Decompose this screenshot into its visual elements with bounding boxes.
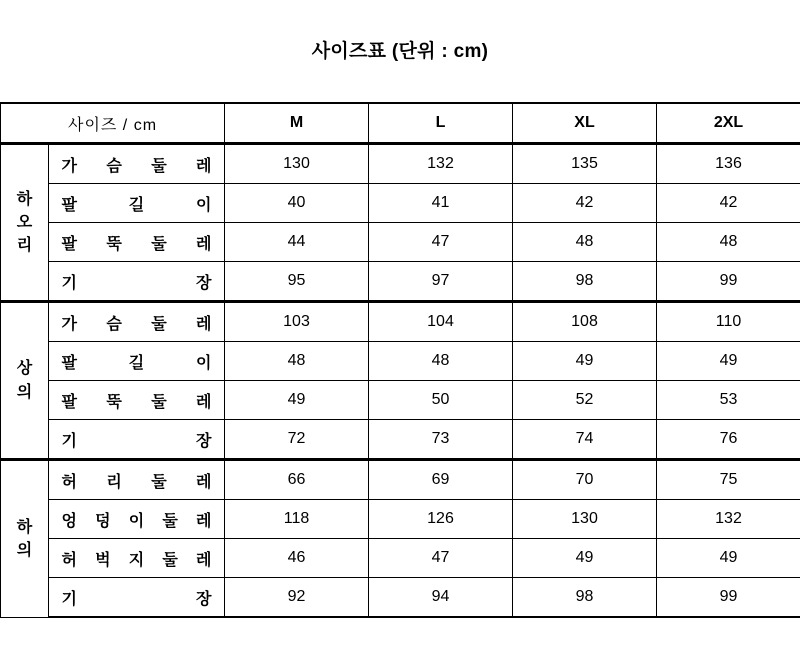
row-label-text: 팔 길 이 xyxy=(61,354,212,372)
cell-value: 103 xyxy=(225,302,369,342)
row-label-text: 가 슴 둘 레 xyxy=(61,315,212,333)
cell-value: 99 xyxy=(657,578,800,618)
header-col-m: M xyxy=(225,103,369,144)
table-row xyxy=(1,460,800,500)
cell-value: 69 xyxy=(369,460,513,500)
cell-value: 95 xyxy=(225,262,369,302)
header-col-2xl: 2XL xyxy=(657,103,800,144)
cell-value: 48 xyxy=(225,342,369,381)
cell-value: 73 xyxy=(369,420,513,460)
cell-value: 48 xyxy=(657,223,800,262)
cell-value: 76 xyxy=(657,420,800,460)
row-label xyxy=(49,262,225,302)
group-label-char: 의 xyxy=(16,383,33,401)
row-label xyxy=(49,500,225,539)
cell-value: 53 xyxy=(657,381,800,420)
table-row xyxy=(1,420,800,460)
table-row xyxy=(1,578,800,618)
cell-value: 70 xyxy=(513,460,657,500)
group-label-haori xyxy=(1,144,49,302)
cell-value: 72 xyxy=(225,420,369,460)
group-label-char: 의 xyxy=(16,541,33,559)
cell-value: 135 xyxy=(513,144,657,184)
cell-value: 50 xyxy=(369,381,513,420)
cell-value: 98 xyxy=(513,578,657,618)
cell-value: 132 xyxy=(369,144,513,184)
cell-value: 40 xyxy=(225,184,369,223)
row-label xyxy=(49,578,225,618)
row-label xyxy=(49,460,225,500)
row-label-text: 팔 뚝 둘 레 xyxy=(61,235,212,253)
cell-value: 52 xyxy=(513,381,657,420)
table-row xyxy=(1,539,800,578)
row-label-text: 기 장 xyxy=(61,274,212,292)
row-label-text: 기 장 xyxy=(61,590,212,608)
page-title: 사이즈표 (단위 : cm) xyxy=(311,41,489,62)
row-label xyxy=(49,381,225,420)
table-header-row xyxy=(1,103,800,144)
cell-value: 42 xyxy=(513,184,657,223)
cell-value: 94 xyxy=(369,578,513,618)
cell-value: 49 xyxy=(657,539,800,578)
table-row xyxy=(1,144,800,184)
cell-value: 132 xyxy=(657,500,800,539)
table-row xyxy=(1,262,800,302)
cell-value: 42 xyxy=(657,184,800,223)
size-table xyxy=(0,102,800,618)
row-label xyxy=(49,420,225,460)
cell-value: 97 xyxy=(369,262,513,302)
header-size-label: 사이즈 / cm xyxy=(1,103,225,144)
cell-value: 66 xyxy=(225,460,369,500)
group-label-char: 하 xyxy=(16,190,33,208)
cell-value: 110 xyxy=(657,302,800,342)
row-label-text: 허 벅 지 둘 레 xyxy=(61,551,212,569)
cell-value: 75 xyxy=(657,460,800,500)
cell-value: 118 xyxy=(225,500,369,539)
cell-value: 49 xyxy=(657,342,800,381)
row-label-text: 팔 길 이 xyxy=(61,196,212,214)
row-label xyxy=(49,539,225,578)
cell-value: 49 xyxy=(513,539,657,578)
header-col-xl: XL xyxy=(513,103,657,144)
cell-value: 98 xyxy=(513,262,657,302)
cell-value: 49 xyxy=(513,342,657,381)
table-row xyxy=(1,342,800,381)
cell-value: 46 xyxy=(225,539,369,578)
table-row xyxy=(1,223,800,262)
group-label-char: 오 xyxy=(16,213,33,231)
cell-value: 104 xyxy=(369,302,513,342)
cell-value: 48 xyxy=(369,342,513,381)
row-label xyxy=(49,223,225,262)
group-label-char: 리 xyxy=(16,237,33,255)
cell-value: 44 xyxy=(225,223,369,262)
table-row xyxy=(1,381,800,420)
row-label xyxy=(49,144,225,184)
cell-value: 108 xyxy=(513,302,657,342)
row-label-text: 팔 뚝 둘 레 xyxy=(61,393,212,411)
cell-value: 49 xyxy=(225,381,369,420)
cell-value: 41 xyxy=(369,184,513,223)
cell-value: 48 xyxy=(513,223,657,262)
group-label-char: 상 xyxy=(16,360,33,378)
cell-value: 47 xyxy=(369,223,513,262)
table-row xyxy=(1,184,800,223)
cell-value: 92 xyxy=(225,578,369,618)
table-row xyxy=(1,500,800,539)
cell-value: 47 xyxy=(369,539,513,578)
group-label-bottom xyxy=(1,460,49,618)
cell-value: 99 xyxy=(657,262,800,302)
header-col-l: L xyxy=(369,103,513,144)
row-label-text: 엉 덩 이 둘 레 xyxy=(61,512,212,530)
row-label xyxy=(49,184,225,223)
row-label-text: 허 리 둘 레 xyxy=(61,473,212,491)
cell-value: 130 xyxy=(513,500,657,539)
group-label-top xyxy=(1,302,49,460)
cell-value: 126 xyxy=(369,500,513,539)
cell-value: 74 xyxy=(513,420,657,460)
row-label-text: 기 장 xyxy=(61,432,212,450)
group-label-char: 하 xyxy=(16,518,33,536)
row-label xyxy=(49,342,225,381)
row-label-text: 가 슴 둘 레 xyxy=(61,157,212,175)
table-row xyxy=(1,302,800,342)
cell-value: 136 xyxy=(657,144,800,184)
row-label xyxy=(49,302,225,342)
cell-value: 130 xyxy=(225,144,369,184)
